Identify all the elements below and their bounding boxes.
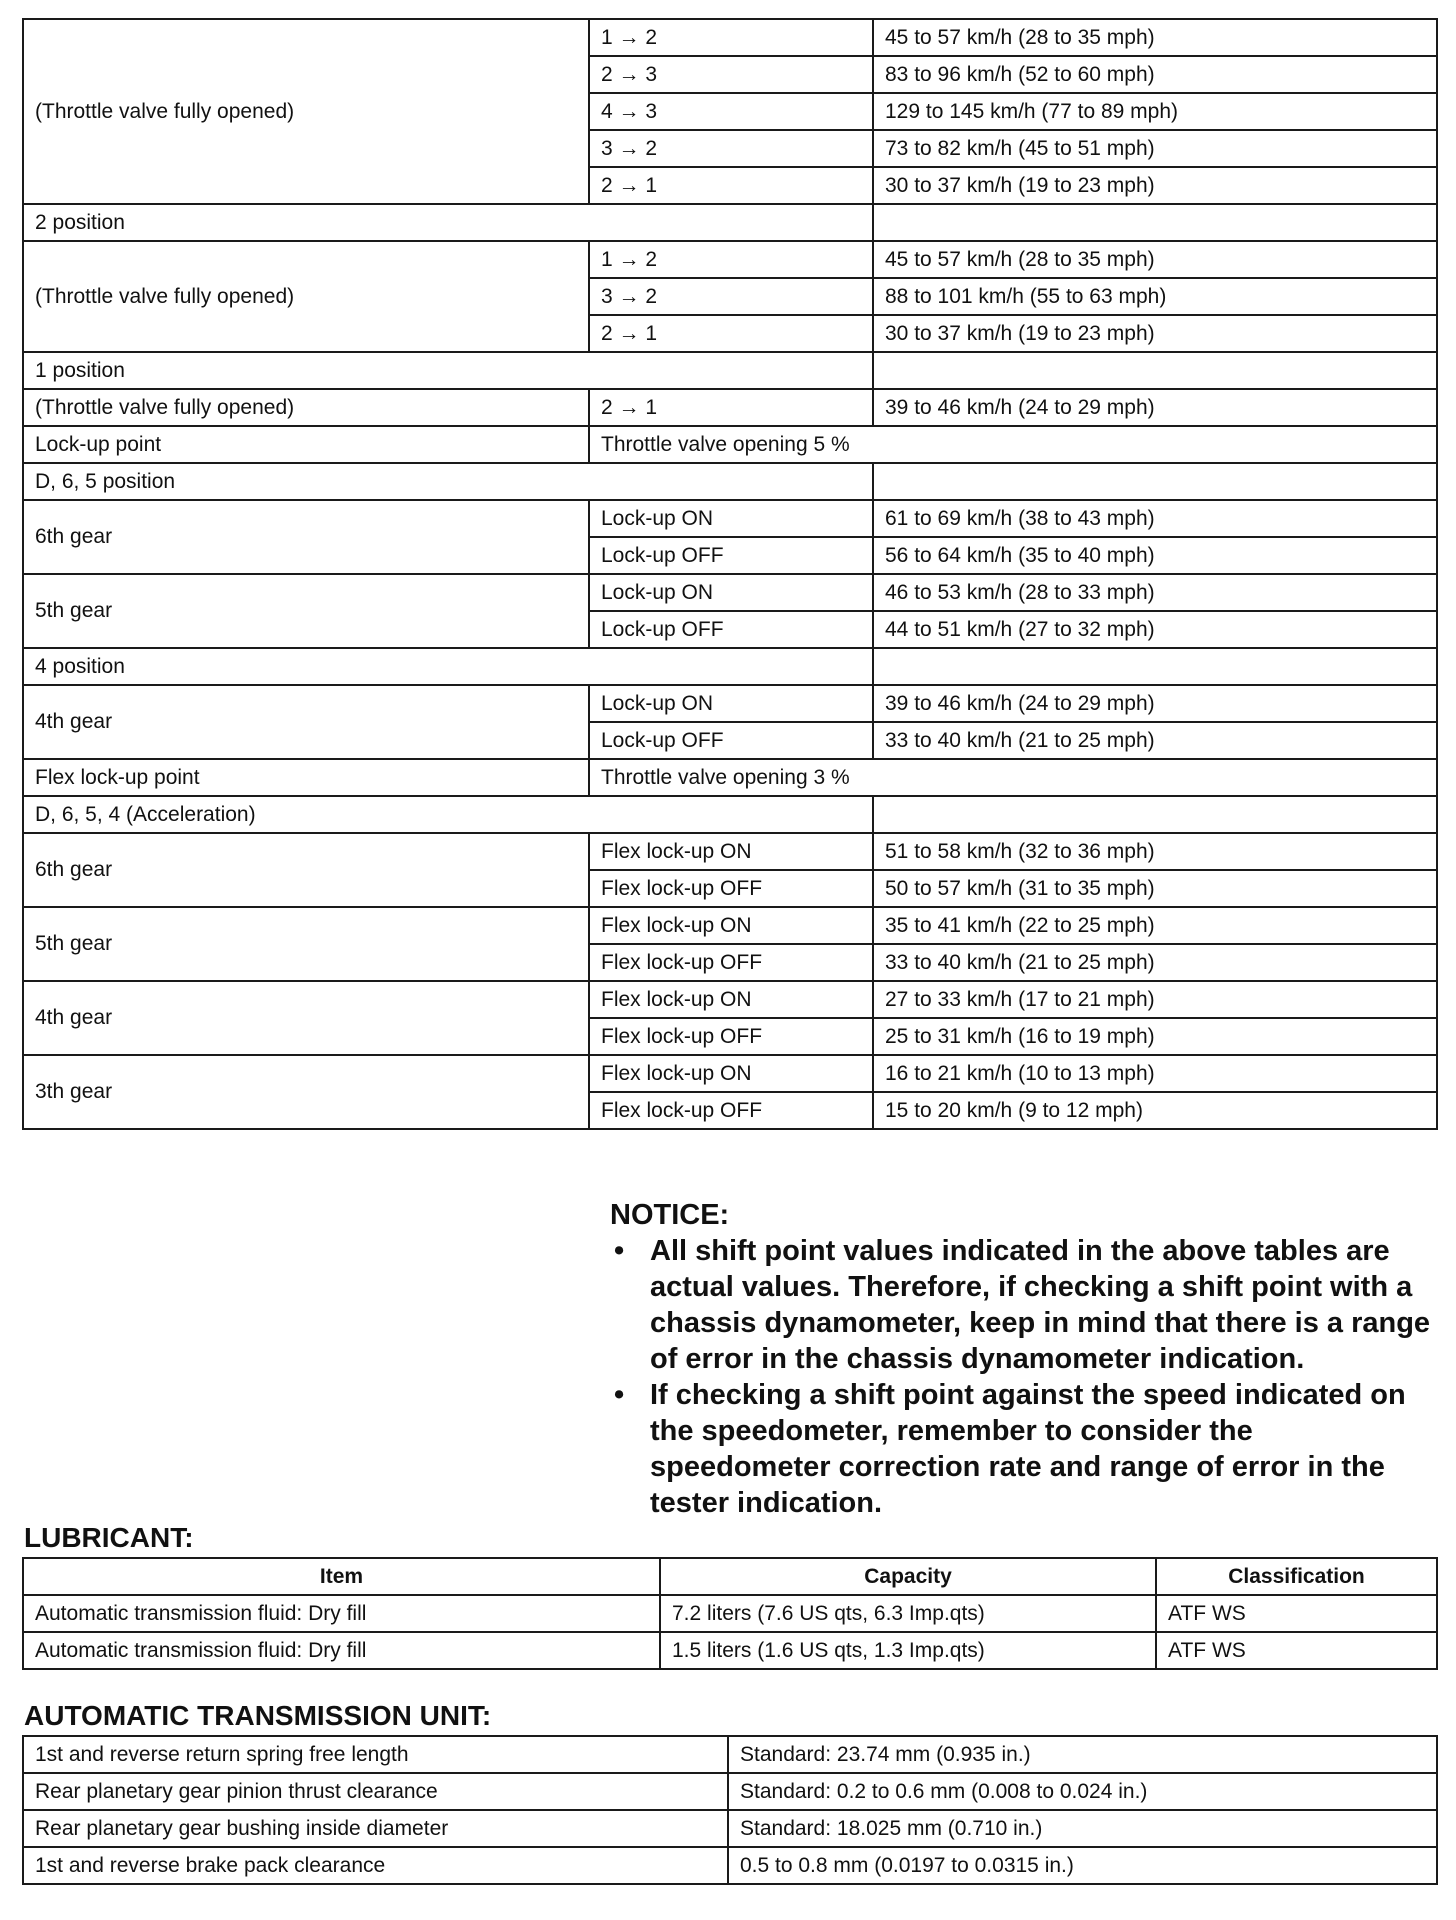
shift-cell: Flex lock-up OFF: [589, 870, 873, 907]
table-row: [23, 1773, 1437, 1810]
capacity-cell: 7.2 liters (7.6 US qts, 6.3 Imp.qts): [660, 1595, 1156, 1632]
section-row: [23, 796, 1437, 833]
item-cell: Rear planetary gear bushing inside diameter: [23, 1810, 728, 1847]
notice-item: • If checking a shift point against the speed indicated on the speedometer, remember to consider the speedometer correction rate and range of error in the tester indication.: [610, 1377, 1440, 1521]
condition-label: (Throttle valve fully opened): [23, 19, 589, 204]
lubricant-table: [22, 1557, 1438, 1670]
spec-value: Throttle valve opening 5 %: [589, 426, 1437, 463]
section-label: 1 position: [23, 352, 873, 389]
section-row: [23, 463, 1437, 500]
table-row: [23, 574, 1437, 611]
empty-cell: [873, 463, 1437, 500]
speed-cell: 45 to 57 km/h (28 to 35 mph): [873, 19, 1437, 56]
table-row: [23, 1736, 1437, 1773]
section-label: 4 position: [23, 648, 873, 685]
shift-cell: 2 → 1: [589, 389, 873, 426]
shift-cell: Flex lock-up OFF: [589, 944, 873, 981]
speed-cell: 45 to 57 km/h (28 to 35 mph): [873, 241, 1437, 278]
shift-cell: 2 → 1: [589, 167, 873, 204]
atu-table: [22, 1735, 1438, 1885]
notice-title: NOTICE:: [610, 1199, 730, 1231]
section-label: D, 6, 5 position: [23, 463, 873, 500]
empty-cell: [873, 648, 1437, 685]
condition-label: 3th gear: [23, 1055, 589, 1129]
spec-value: Throttle valve opening 3 %: [589, 759, 1437, 796]
classification-cell: ATF WS: [1156, 1595, 1437, 1632]
notice-item: • All shift point values indicated in the above tables are actual values. Therefore, if checking a shift point with a chassis dynamometer, keep in mind that there is a range of error in the chassis dynamometer indication.: [610, 1233, 1440, 1377]
shift-cell: Lock-up OFF: [589, 722, 873, 759]
speed-cell: 46 to 53 km/h (28 to 33 mph): [873, 574, 1437, 611]
table-row: [23, 1595, 1437, 1632]
table-row: [23, 426, 1437, 463]
section-label: D, 6, 5, 4 (Acceleration): [23, 796, 873, 833]
spec-cell: Standard: 23.74 mm (0.935 in.): [728, 1736, 1437, 1773]
speed-cell: 33 to 40 km/h (21 to 25 mph): [873, 722, 1437, 759]
speed-cell: 129 to 145 km/h (77 to 89 mph): [873, 93, 1437, 130]
speed-cell: 73 to 82 km/h (45 to 51 mph): [873, 130, 1437, 167]
shift-cell: 2 → 1: [589, 315, 873, 352]
column-header-classification: Classification: [1156, 1558, 1437, 1595]
classification-cell: ATF WS: [1156, 1632, 1437, 1669]
empty-cell: [873, 352, 1437, 389]
table-row: [23, 759, 1437, 796]
empty-cell: [873, 204, 1437, 241]
speed-cell: 51 to 58 km/h (32 to 36 mph): [873, 833, 1437, 870]
shift-cell: Flex lock-up ON: [589, 1055, 873, 1092]
section-row: [23, 352, 1437, 389]
speed-cell: 27 to 33 km/h (17 to 21 mph): [873, 981, 1437, 1018]
shift-cell: 3 → 2: [589, 130, 873, 167]
condition-label: 5th gear: [23, 574, 589, 648]
shift-cell: Flex lock-up ON: [589, 907, 873, 944]
table-row: [23, 907, 1437, 944]
condition-label: 4th gear: [23, 685, 589, 759]
speed-cell: 83 to 96 km/h (52 to 60 mph): [873, 56, 1437, 93]
shift-cell: Lock-up OFF: [589, 537, 873, 574]
shift-cell: Flex lock-up ON: [589, 981, 873, 1018]
shift-point-table: [22, 18, 1438, 1130]
speed-cell: 30 to 37 km/h (19 to 23 mph): [873, 167, 1437, 204]
table-row: [23, 19, 1437, 56]
table-row: [23, 1632, 1437, 1669]
table-row: [23, 1055, 1437, 1092]
atu-heading: AUTOMATIC TRANSMISSION UNIT:: [24, 1700, 492, 1731]
speed-cell: 44 to 51 km/h (27 to 32 mph): [873, 611, 1437, 648]
column-header-capacity: Capacity: [660, 1558, 1156, 1595]
item-cell: Automatic transmission fluid: Dry fill: [23, 1595, 660, 1632]
notice-box: [610, 1197, 1440, 1521]
speed-cell: 50 to 57 km/h (31 to 35 mph): [873, 870, 1437, 907]
spec-cell: Standard: 0.2 to 0.6 mm (0.008 to 0.024 in.): [728, 1773, 1437, 1810]
column-header-item: Item: [23, 1558, 660, 1595]
table-row: [23, 1847, 1437, 1884]
table-row: [23, 1810, 1437, 1847]
shift-cell: 1 → 2: [589, 241, 873, 278]
table-header-row: [23, 1558, 1437, 1595]
table-row: [23, 389, 1437, 426]
item-cell: Rear planetary gear pinion thrust clearance: [23, 1773, 728, 1810]
shift-cell: Lock-up ON: [589, 574, 873, 611]
speed-cell: 39 to 46 km/h (24 to 29 mph): [873, 389, 1437, 426]
spec-cell: Standard: 18.025 mm (0.710 in.): [728, 1810, 1437, 1847]
table-row: [23, 500, 1437, 537]
condition-label: (Throttle valve fully opened): [23, 389, 589, 426]
shift-cell: 1 → 2: [589, 19, 873, 56]
speed-cell: 15 to 20 km/h (9 to 12 mph): [873, 1092, 1437, 1129]
section-row: [23, 204, 1437, 241]
item-cell: 1st and reverse return spring free length: [23, 1736, 728, 1773]
lubricant-heading: LUBRICANT:: [24, 1522, 194, 1553]
condition-label: 5th gear: [23, 907, 589, 981]
capacity-cell: 1.5 liters (1.6 US qts, 1.3 Imp.qts): [660, 1632, 1156, 1669]
shift-cell: 4 → 3: [589, 93, 873, 130]
shift-cell: Flex lock-up ON: [589, 833, 873, 870]
shift-cell: 3 → 2: [589, 278, 873, 315]
section-row: [23, 648, 1437, 685]
shift-cell: Lock-up ON: [589, 685, 873, 722]
shift-cell: Flex lock-up OFF: [589, 1092, 873, 1129]
speed-cell: 88 to 101 km/h (55 to 63 mph): [873, 278, 1437, 315]
speed-cell: 30 to 37 km/h (19 to 23 mph): [873, 315, 1437, 352]
condition-label: Lock-up point: [23, 426, 589, 463]
empty-cell: [873, 796, 1437, 833]
speed-cell: 35 to 41 km/h (22 to 25 mph): [873, 907, 1437, 944]
table-row: [23, 833, 1437, 870]
speed-cell: 16 to 21 km/h (10 to 13 mph): [873, 1055, 1437, 1092]
item-cell: 1st and reverse brake pack clearance: [23, 1847, 728, 1884]
condition-label: (Throttle valve fully opened): [23, 241, 589, 352]
speed-cell: 33 to 40 km/h (21 to 25 mph): [873, 944, 1437, 981]
speed-cell: 25 to 31 km/h (16 to 19 mph): [873, 1018, 1437, 1055]
speed-cell: 39 to 46 km/h (24 to 29 mph): [873, 685, 1437, 722]
shift-cell: 2 → 3: [589, 56, 873, 93]
condition-label: 6th gear: [23, 833, 589, 907]
table-row: [23, 685, 1437, 722]
spec-cell: 0.5 to 0.8 mm (0.0197 to 0.0315 in.): [728, 1847, 1437, 1884]
table-row: [23, 981, 1437, 1018]
shift-cell: Flex lock-up OFF: [589, 1018, 873, 1055]
condition-label: 4th gear: [23, 981, 589, 1055]
table-row: [23, 241, 1437, 278]
speed-cell: 56 to 64 km/h (35 to 40 mph): [873, 537, 1437, 574]
condition-label: Flex lock-up point: [23, 759, 589, 796]
speed-cell: 61 to 69 km/h (38 to 43 mph): [873, 500, 1437, 537]
item-cell: Automatic transmission fluid: Dry fill: [23, 1632, 660, 1669]
shift-cell: Lock-up OFF: [589, 611, 873, 648]
condition-label: 6th gear: [23, 500, 589, 574]
shift-cell: Lock-up ON: [589, 500, 873, 537]
section-label: 2 position: [23, 204, 873, 241]
